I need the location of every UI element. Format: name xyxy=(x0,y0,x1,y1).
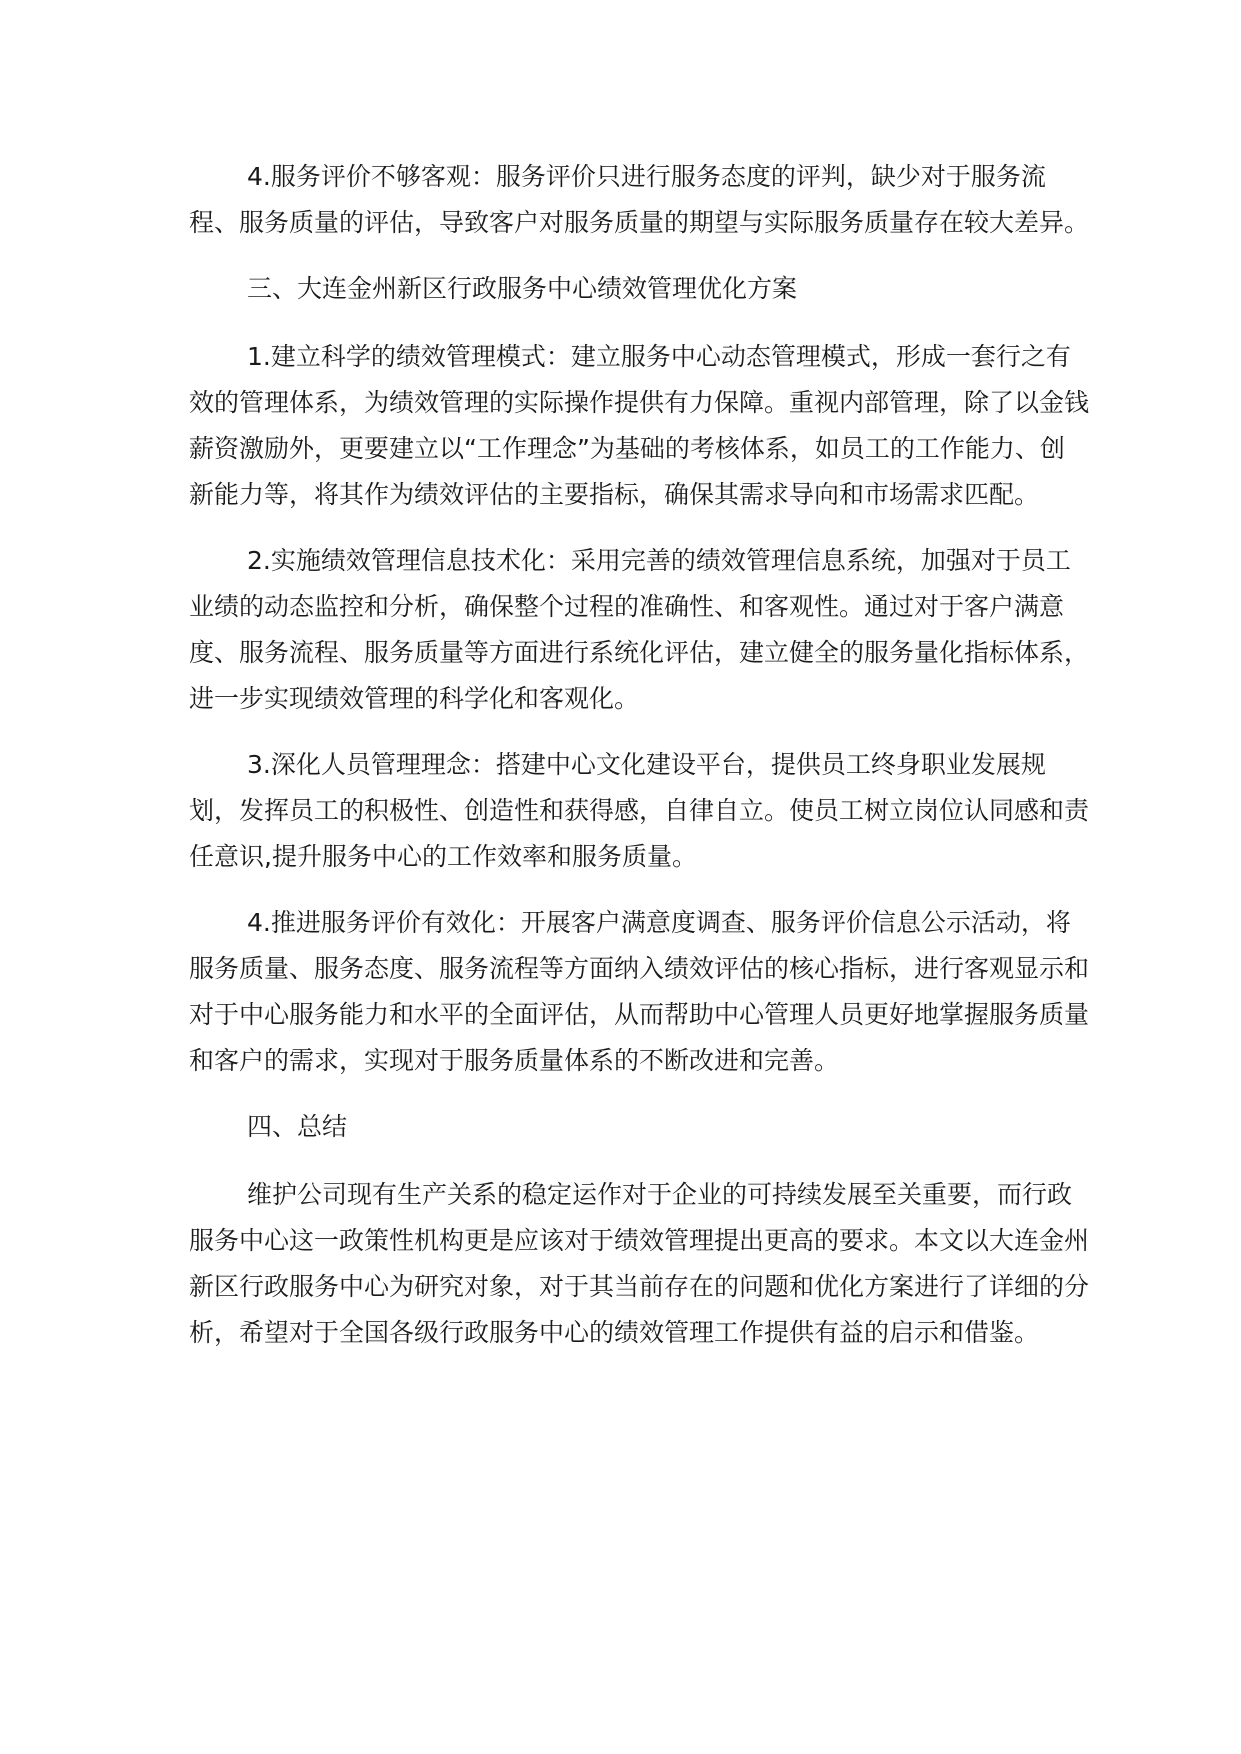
paragraph-service-evaluation-effective: 4.推进服务评价有效化：开展客户满意度调查、服务评价信息公示活动，将服务质量、服务态度、服务流程等方面纳入绩效评估的核心指标，进行客观显示和对于中心服务能力和水平的全面评估，从而帮助中心管理人员更好地掌握服务质量和客户的需求，实现对于服务质量体系的不断改进和完善。 xyxy=(189,908,1090,1075)
paragraph-service-evaluation-issue: 4.服务评价不够客观：服务评价只进行服务态度的评判，缺少对于服务流程、服务质量的评估，导致客户对服务质量的期望与实际服务质量存在较大差异。 xyxy=(189,162,1090,237)
paragraph-information-technology: 2.实施绩效管理信息技术化：采用完善的绩效管理信息系统，加强对于员工业绩的动态监控和分析，确保整个过程的准确性、和客观性。通过对于客户满意度、服务流程、服务质量等方面进行系统化评估，建立健全的服务量化指标体系，进一步实现绩效管理的科学化和客观化。 xyxy=(189,546,1090,713)
document-body xyxy=(189,154,1089,1376)
section-heading-summary: 四、总结 xyxy=(247,1112,348,1141)
paragraph-personnel-management: 3.深化人员管理理念：搭建中心文化建设平台，提供员工终身职业发展规划，发挥员工的积极性、创造性和获得感，自律自立。使员工树立岗位认同感和责任意识,提升服务中心的工作效率和服务质量。 xyxy=(189,750,1090,871)
paragraph-summary: 维护公司现有生产关系的稳定运作对于企业的可持续发展至关重要，而行政服务中心这一政策性机构更是应该对于绩效管理提出更高的要求。本文以大连金州新区行政服务中心为研究对象，对于其当前存在的问题和优化方案进行了详细的分析，希望对于全国各级行政服务中心的绩效管理工作提供有益的启示和借鉴。 xyxy=(189,1180,1090,1347)
section-heading-optimization-plan: 三、大连金州新区行政服务中心绩效管理优化方案 xyxy=(247,274,798,303)
paragraph-scientific-management-model: 1.建立科学的绩效管理模式：建立服务中心动态管理模式，形成一套行之有效的管理体系，为绩效管理的实际操作提供有力保障。重视内部管理，除了以金钱薪资激励外，更要建立以“工作理念”为基础的考核体系，如员工的工作能力、创新能力等，将其作为绩效评估的主要指标，确保其需求导向和市场需求匹配。 xyxy=(189,342,1090,509)
